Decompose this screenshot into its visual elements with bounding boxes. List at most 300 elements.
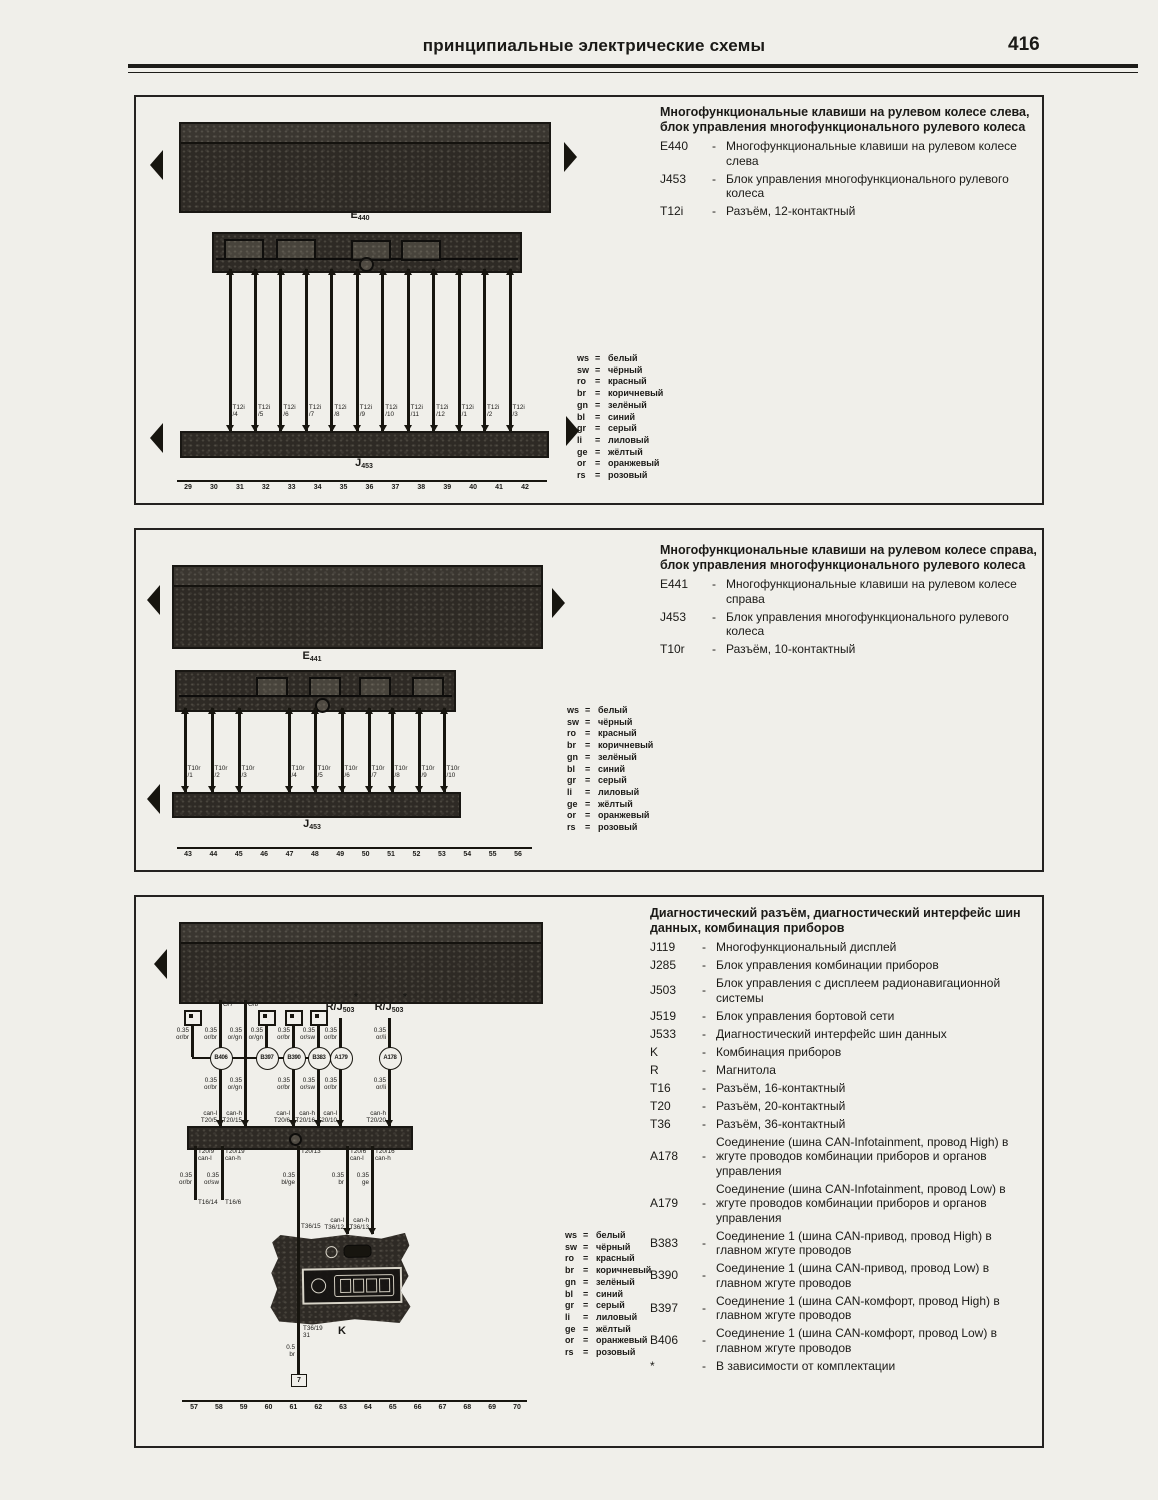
legend-code: rs	[577, 470, 586, 481]
legend-equals: =	[585, 705, 591, 715]
legend-row	[565, 1300, 651, 1312]
legend-row	[565, 1230, 651, 1242]
track-number: 43	[184, 851, 192, 858]
component-dash: -	[712, 609, 716, 624]
figure-title-line: блок управления многофункционального рулевого колеса	[660, 120, 1026, 134]
bus-pin-label-line: can-l	[330, 1217, 344, 1224]
legend-row	[577, 447, 663, 459]
pin-label-line: /6	[344, 771, 350, 779]
legend-equals: =	[585, 751, 591, 762]
legend-color-name: жёлтый	[596, 1323, 631, 1334]
bus-pin-label	[337, 1218, 369, 1232]
legend-code: ws	[565, 1230, 578, 1240]
component-row	[650, 976, 1038, 1005]
legend-equals: =	[583, 1241, 589, 1252]
wire-gauge-label-line: or/gn	[248, 1033, 263, 1041]
figure-text-column	[660, 105, 1038, 219]
component-desc: Блок управления многофункционального рулевого колеса	[726, 609, 1009, 638]
arrowhead-up-icon	[440, 707, 448, 714]
pin-label	[360, 405, 386, 419]
legend-equals: =	[595, 423, 601, 434]
arrowhead-down-icon	[481, 425, 489, 432]
legend-row	[565, 1265, 651, 1277]
wire	[297, 1324, 300, 1374]
legend-color-name: синий	[608, 411, 636, 422]
component-dash: -	[702, 1044, 706, 1059]
legend-code: sw	[567, 716, 580, 727]
legend-color-name: чёрный	[596, 1241, 631, 1252]
wire-gauge-label-line: 0.35	[206, 1172, 219, 1179]
bus-pin-label-line: can-h	[353, 1217, 369, 1224]
button-key-icon	[412, 677, 444, 697]
component-dash: -	[702, 1333, 706, 1348]
k-exit-pin-label-line: T36/19	[303, 1325, 323, 1332]
legend-code: bl	[577, 411, 585, 422]
unit-label-sub: 441	[309, 656, 322, 663]
component-code: B390	[650, 1268, 679, 1283]
junction-circle: A178	[379, 1047, 402, 1070]
wire-color-legend	[577, 353, 663, 482]
control-unit-band	[172, 565, 543, 649]
pin-label	[447, 766, 473, 780]
component-dash: -	[702, 958, 706, 972]
legend-equals: =	[585, 798, 591, 809]
pin-out-label	[350, 1149, 378, 1163]
display-circle-icon	[311, 1278, 326, 1293]
wire	[297, 1146, 300, 1324]
wire-gauge-label-line: 0.35	[250, 1027, 263, 1034]
legend-color-name: чёрный	[598, 716, 633, 727]
wire-gauge-label	[167, 1173, 192, 1187]
connector-box-icon	[285, 1010, 303, 1026]
unit-label-sub: 503	[342, 1007, 355, 1014]
component-code: R	[650, 1062, 659, 1077]
bus-pin-label-line: can-h	[299, 1110, 315, 1117]
legend-color-name: розовый	[598, 822, 638, 833]
pin-label	[436, 405, 462, 419]
component-desc: Блок управления бортовой сети	[716, 1008, 895, 1023]
unit-label-sub: 503	[391, 1007, 404, 1014]
legend-row	[567, 752, 653, 764]
radio-nav-ref-label	[359, 1001, 419, 1014]
figure-title-line: Многофункциональные клавиши на рулевом колесе слева,	[660, 105, 1030, 119]
legend-equals: =	[583, 1323, 589, 1334]
pin-label-line: T10r	[446, 765, 460, 772]
component-desc: Многофункциональные клавиши на рулевом колесе справа	[726, 577, 1017, 606]
arrowhead-up-icon	[338, 707, 346, 714]
arrowhead-up-icon	[235, 707, 243, 714]
unit-label-bottom	[282, 818, 342, 831]
component-row	[650, 1359, 1038, 1374]
arrowhead-down-icon	[415, 786, 423, 793]
wire-gauge-label-line: 0.35	[282, 1172, 295, 1179]
track-number: 63	[339, 1404, 347, 1411]
wire-gauge-label-line: or/br	[204, 1083, 217, 1091]
arrowhead-down-icon	[277, 425, 285, 432]
wire-gauge-label-line: 0.35	[179, 1172, 192, 1179]
bus-pin-label-line: T36/13	[349, 1223, 369, 1231]
component-desc: Блок управления с дисплеем радионавигационной системы	[716, 976, 1001, 1005]
component-dash: -	[712, 171, 716, 186]
arrowhead-down-icon	[353, 425, 361, 432]
track-number: 44	[209, 851, 218, 858]
arrowhead-up-icon	[455, 268, 463, 275]
legend-color-name: серый	[608, 423, 637, 434]
pin-label	[334, 405, 360, 419]
component-row	[650, 1099, 1038, 1114]
track-number: 69	[488, 1404, 497, 1411]
pin-label-line: T10r	[344, 765, 358, 772]
pin-label-line: T10r	[371, 765, 385, 772]
component-code: B383	[650, 1235, 679, 1250]
legend-row	[565, 1335, 651, 1347]
legend-code: bl	[565, 1288, 573, 1299]
legend-code: ws	[577, 353, 590, 363]
legend-equals: =	[585, 716, 591, 727]
component-desc: Диагностический интерфейс шин данных	[716, 1026, 947, 1041]
unit-label-top	[330, 209, 390, 222]
legend-code: li	[565, 1311, 571, 1322]
figure-text-column	[650, 906, 1038, 1373]
track-number: 40	[469, 484, 478, 491]
pin-out-label-line: T20/6	[350, 1148, 367, 1155]
legend-code: or	[565, 1335, 574, 1346]
control-unit-band	[179, 922, 543, 1004]
legend-equals: =	[583, 1288, 589, 1299]
legend-equals: =	[583, 1230, 589, 1240]
arrowhead-up-icon	[430, 268, 438, 275]
band-strip	[181, 924, 541, 944]
junction-circle: B397	[256, 1047, 279, 1070]
pin-out-label	[225, 1149, 253, 1163]
arrowhead-up-icon	[328, 268, 336, 275]
legend-code: ro	[565, 1253, 574, 1264]
component-row	[650, 1229, 1038, 1258]
wire-gauge-label-line: 0.5	[286, 1344, 295, 1351]
bus-pin-label-line: T20/10	[317, 1116, 337, 1124]
arrowhead-up-icon	[365, 707, 373, 714]
button-key-icon	[256, 677, 288, 697]
legend-color-name: лиловый	[608, 434, 650, 445]
wire	[388, 1018, 391, 1126]
button-key-icon	[224, 239, 264, 260]
bus-pin-label-line: can-l	[276, 1110, 290, 1117]
legend-code: gn	[577, 399, 588, 410]
pin-label-line: T12i	[232, 404, 245, 411]
component-row	[660, 172, 1038, 201]
pin-label	[215, 766, 241, 780]
wire-gauge-label-line: 0.35	[324, 1027, 337, 1034]
junction-circle: B406	[210, 1047, 233, 1070]
arrowhead-down-icon	[302, 425, 310, 432]
pin-label-line: /4	[232, 410, 238, 418]
component-code: *	[650, 1358, 655, 1373]
pin-label	[487, 405, 513, 419]
arrowhead-up-icon	[388, 707, 396, 714]
track-number: 35	[339, 484, 348, 491]
component-list	[660, 139, 1038, 219]
wire-gauge-label	[361, 1078, 386, 1092]
component-dash: -	[712, 139, 716, 153]
track-number: 64	[364, 1404, 372, 1411]
bus-pin-label-line: T20/16	[295, 1116, 315, 1124]
pin-out-label	[375, 1149, 403, 1163]
component-row	[650, 1081, 1038, 1096]
track-number: 58	[214, 1404, 223, 1411]
legend-code: gn	[565, 1276, 576, 1287]
bus-pin-label-line: T20/5	[200, 1116, 217, 1124]
arrow-left-icon	[150, 423, 163, 453]
arrowhead-down-icon	[311, 786, 319, 793]
unit-label-sub: 453	[361, 463, 373, 470]
digit-segment-icon	[353, 1279, 364, 1293]
component-row	[660, 642, 1038, 657]
component-row	[650, 940, 1038, 955]
optional-star: *	[354, 992, 358, 1003]
track-number: 59	[239, 1404, 248, 1411]
component-desc: В зависимости от комплектации	[716, 1358, 896, 1373]
track-number: 45	[234, 851, 243, 858]
track-number: 60	[264, 1404, 273, 1411]
component-code: T20	[650, 1098, 671, 1113]
arrowhead-down-icon	[440, 786, 448, 793]
odometer-display	[302, 1267, 403, 1305]
pin-label-line: /6	[283, 410, 289, 418]
pin-out-label-line: T20/13	[301, 1148, 321, 1155]
connector-box-icon	[258, 1010, 276, 1026]
figure-diagnostic	[134, 895, 1044, 1448]
arrowhead-down-icon	[368, 1228, 376, 1235]
track-number: 70	[513, 1404, 521, 1411]
pin-label	[411, 405, 437, 419]
pin-out-label-line: can-l	[198, 1154, 212, 1162]
legend-row	[565, 1277, 651, 1289]
legend-color-name: белый	[596, 1230, 626, 1240]
pin-label-line: T10r	[241, 765, 255, 772]
wire-gauge-label	[194, 1173, 219, 1187]
pin-label-line: T10r	[317, 765, 331, 772]
arrowhead-down-icon	[388, 786, 396, 793]
wire-gauge-label-line: or/br	[324, 1083, 337, 1091]
track-number: 55	[488, 851, 497, 858]
legend-color-name: жёлтый	[598, 798, 633, 809]
component-dash: -	[702, 940, 706, 954]
figure-steering-right	[134, 528, 1044, 872]
legend-color-name: красный	[596, 1253, 635, 1264]
button-key-icon	[401, 240, 441, 261]
track-number: 39	[443, 484, 452, 491]
legend-color-name: зелёный	[608, 399, 647, 410]
wire-gauge-label-line: or/li	[375, 1033, 386, 1041]
legend-row	[567, 787, 653, 799]
pin-out-label-line: can-h	[375, 1154, 391, 1162]
legend-row	[567, 764, 653, 776]
arrowhead-down-icon	[241, 1120, 249, 1127]
component-row	[660, 610, 1038, 639]
bus-pin-label-line: T20/20	[366, 1116, 386, 1124]
track-number: 46	[260, 851, 269, 858]
band-exit-pin-label: G/7	[223, 1001, 234, 1008]
bus-pin-label-line: can-h	[370, 1110, 386, 1117]
arrow-left-icon	[147, 784, 160, 814]
arrow-left-icon	[147, 585, 160, 615]
track-number: 57	[190, 1404, 198, 1411]
arrowhead-up-icon	[404, 268, 412, 275]
wire	[339, 1018, 342, 1126]
arrow-left-icon	[154, 949, 167, 979]
component-code: J519	[650, 1008, 677, 1023]
track-number: 56	[514, 851, 522, 858]
component-desc: Магнитола	[716, 1062, 776, 1077]
figure-title-line: блок управления многофункционального рулевого колеса	[660, 558, 1026, 572]
component-desc: Многофункциональные клавиши на рулевом колесе слева	[726, 139, 1017, 168]
wire-gauge-label	[319, 1173, 344, 1187]
wire-gauge-label-line: 0.35	[204, 1077, 217, 1084]
button-panel	[175, 670, 456, 712]
digit-segment-icon	[379, 1278, 390, 1292]
pin-label-line: /12	[436, 410, 445, 418]
junction-circle: B383	[308, 1047, 331, 1070]
arrowhead-up-icon	[181, 707, 189, 714]
legend-row	[567, 728, 653, 740]
pin-label-line: /3	[512, 410, 518, 418]
legend-equals: =	[583, 1347, 589, 1358]
legend-color-name: зелёный	[598, 751, 637, 762]
wire-gauge-label-line: br	[338, 1178, 344, 1186]
track-line	[177, 847, 532, 849]
wire-gauge-label-line: 0.35	[229, 1077, 242, 1084]
component-desc: Комбинация приборов	[716, 1044, 842, 1059]
pin-label-line: /2	[214, 771, 220, 779]
cluster-glyph-pill-icon	[343, 1244, 371, 1257]
legend-color-name: синий	[596, 1288, 624, 1299]
band-exit-pin-label: G/8	[248, 1001, 259, 1008]
legend-code: sw	[577, 364, 590, 375]
legend-color-name: белый	[598, 705, 628, 715]
legend-row	[567, 705, 653, 717]
component-row	[650, 1117, 1038, 1132]
pin-label-line: /5	[257, 410, 264, 418]
pin-out-label	[198, 1149, 226, 1163]
button-key-icon	[359, 677, 391, 697]
figure-title-line: Многофункциональные клавиши на рулевом колесе справа,	[660, 543, 1037, 557]
component-code: J453	[660, 171, 687, 186]
component-desc: Блок управления многофункционального рулевого колеса	[726, 171, 1009, 200]
legend-row	[567, 810, 653, 822]
pin-label-line: /1	[187, 771, 193, 779]
track-number: 66	[413, 1404, 422, 1411]
wire-gauge-label-line: or/br	[324, 1033, 337, 1041]
arrowhead-up-icon	[277, 268, 285, 275]
pin-label	[345, 766, 371, 780]
bus-pin-label	[210, 1111, 242, 1125]
arrowhead-down-icon	[455, 425, 463, 432]
figure-title	[650, 906, 1038, 936]
ground-connector-box: 7	[291, 1374, 307, 1387]
legend-color-name: коричневый	[596, 1265, 652, 1276]
component-code: A179	[650, 1196, 679, 1210]
pin-out-label-line: can-h	[225, 1154, 241, 1162]
legend-equals: =	[585, 786, 591, 797]
arrow-left-icon	[150, 150, 163, 180]
legend-row	[577, 400, 663, 412]
legend-row	[565, 1312, 651, 1324]
legend-code: ge	[565, 1323, 576, 1334]
component-desc: Соединение (шина CAN-Infotainment, провод Low) в жгуте проводов комбинации приборов и органов управления	[716, 1181, 1006, 1225]
component-row	[650, 1135, 1038, 1179]
figure-text-column	[660, 543, 1038, 657]
pin-out-label-line: T20/16	[375, 1148, 395, 1155]
pin-label	[513, 405, 539, 419]
component-desc: Разъём, 36-контактный	[716, 1116, 846, 1131]
arrowhead-down-icon	[181, 786, 189, 793]
wire-gauge-label-line: 0.35	[204, 1027, 217, 1034]
wire-gauge-label-line: 0.35	[277, 1027, 290, 1034]
legend-row	[567, 717, 653, 729]
digit-segment-icon	[340, 1279, 351, 1293]
wire-gauge-label	[265, 1078, 290, 1092]
optional-star: *	[403, 992, 407, 1003]
pin-label-line: T12i	[308, 404, 322, 411]
bus-pin-label-line: T20/6	[273, 1116, 290, 1124]
wire-gauge-label	[270, 1173, 295, 1187]
cluster-glyph-circle-icon	[325, 1246, 337, 1258]
pin-label	[188, 766, 214, 780]
legend-color-name: синий	[598, 763, 626, 774]
legend-equals: =	[583, 1300, 589, 1311]
end-pin-label: T36/15	[301, 1223, 321, 1230]
connector-box-icon	[184, 1010, 202, 1026]
legend-code: gr	[565, 1300, 574, 1311]
track-line	[182, 1400, 527, 1402]
track-number: 67	[438, 1404, 447, 1411]
pin-label-line: T12i	[512, 404, 525, 411]
pin-label	[309, 405, 335, 419]
unit-label-bottom	[334, 457, 394, 470]
bus-pin-label	[354, 1111, 386, 1125]
track-number: 48	[311, 851, 319, 858]
arrowhead-up-icon	[302, 268, 310, 275]
pin-label-line: /9	[359, 410, 366, 418]
track-number: 65	[388, 1404, 397, 1411]
component-desc: Разъём, 16-контактный	[716, 1080, 846, 1095]
pin-out-label-line: T20/9	[198, 1148, 215, 1155]
k-exit-pin-label-line: 31	[303, 1331, 311, 1339]
legend-code: ro	[577, 376, 586, 387]
legend-color-name: оранжевый	[608, 458, 660, 469]
wire-gauge-label-line: or/gn	[227, 1083, 242, 1091]
pin-label	[462, 405, 488, 419]
component-dash: -	[712, 642, 716, 656]
arrowhead-down-icon	[285, 786, 293, 793]
legend-color-name: серый	[598, 775, 627, 786]
header-rule	[128, 64, 1138, 73]
figure-steering-left	[134, 95, 1044, 505]
component-desc: Разъём, 12-контактный	[726, 204, 856, 218]
legend-color-name: розовый	[608, 470, 648, 481]
legend-code: rs	[567, 822, 576, 833]
component-row	[650, 1261, 1038, 1290]
figure-title-line: Диагностический разъём, диагностический интерфейс шин	[650, 906, 1021, 920]
legend-equals: =	[595, 364, 601, 375]
track-number: 51	[387, 851, 395, 858]
legend-equals: =	[583, 1335, 589, 1346]
wire-gauge-label-line: 0.35	[331, 1172, 344, 1179]
legend-equals: =	[595, 376, 601, 387]
arrowhead-down-icon	[235, 786, 243, 793]
legend-row	[577, 412, 663, 424]
legend-color-name: серый	[596, 1300, 625, 1311]
